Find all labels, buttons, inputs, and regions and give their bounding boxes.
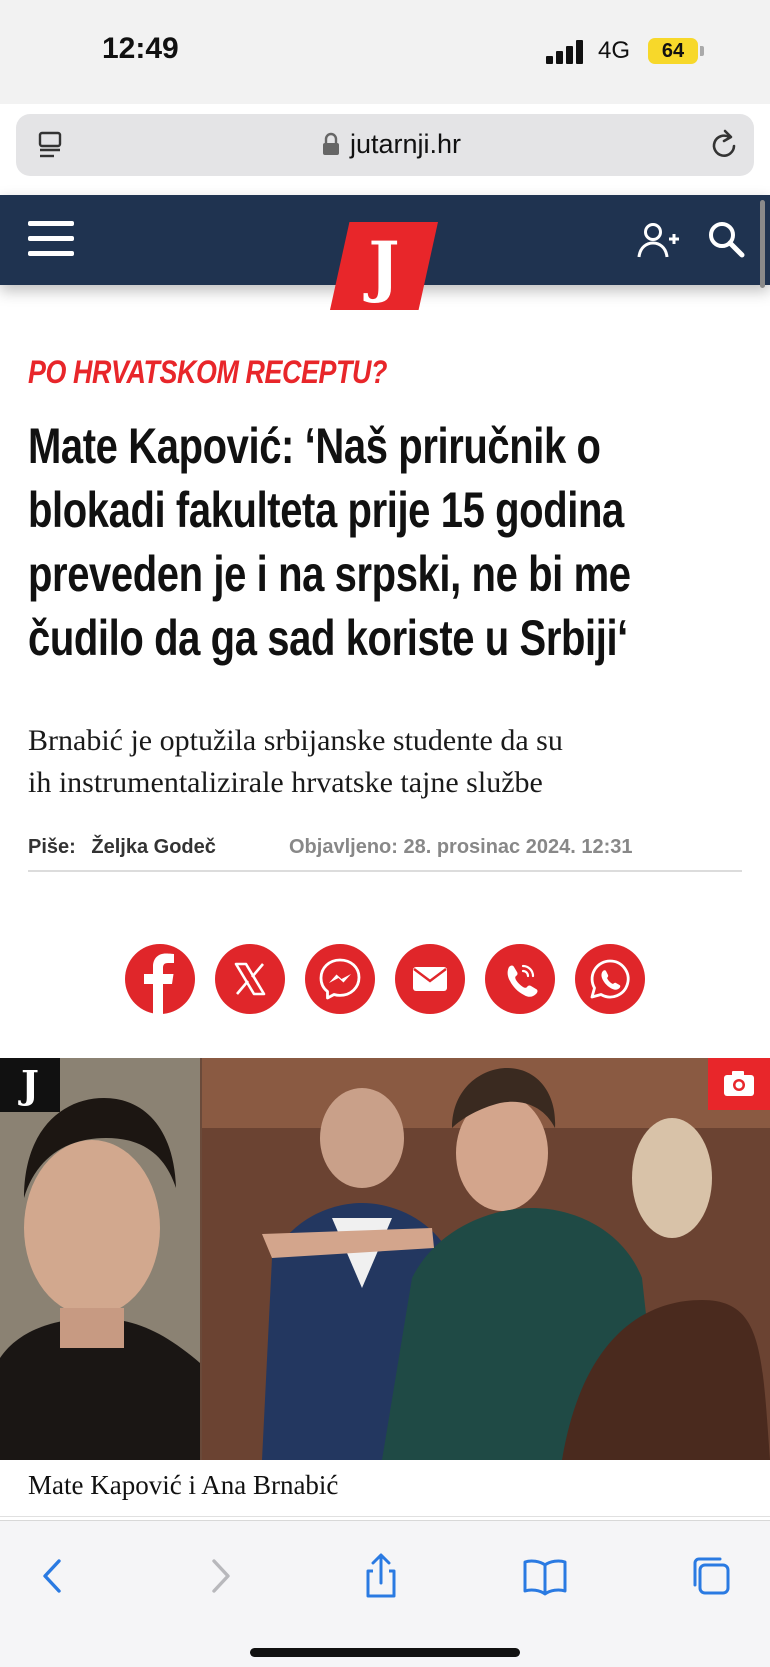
search-icon[interactable]	[706, 219, 746, 259]
email-icon	[395, 944, 465, 1014]
byline-label: Piše:	[28, 836, 76, 858]
url-text[interactable]: jutarnji.hr	[350, 129, 462, 159]
byline	[28, 836, 216, 859]
status-time: 12:49	[102, 32, 179, 65]
camera-icon	[708, 1058, 770, 1110]
share-messenger-button[interactable]	[305, 944, 375, 1014]
divider	[28, 870, 742, 872]
photo-left-portrait	[0, 1058, 200, 1460]
signal-icon	[546, 40, 586, 64]
battery-tip	[700, 46, 704, 56]
back-icon[interactable]	[28, 1551, 78, 1601]
bookmarks-icon[interactable]	[520, 1551, 570, 1601]
share-icon[interactable]	[356, 1551, 406, 1601]
hero-badge-letter: J	[21, 1062, 39, 1107]
headline-line: čudilo da ga sad koriste u Srbiji‘	[28, 610, 628, 666]
article-kicker: PO HRVATSKOM RECEPTU?	[28, 354, 388, 390]
lock-icon	[322, 132, 340, 156]
subtitle-line: Brnabić je optužila srbijanske studente da su	[28, 724, 563, 757]
share-facebook-button[interactable]	[125, 944, 195, 1014]
photo-right-scene	[202, 1058, 770, 1460]
logo-letter: J	[368, 227, 400, 305]
share-x-button[interactable]	[215, 944, 285, 1014]
reload-icon[interactable]	[708, 128, 740, 162]
subtitle-line: ih instrumentalizirale hrvatske tajne službe	[28, 766, 543, 799]
caption-divider	[0, 1516, 770, 1517]
home-indicator	[250, 1648, 520, 1657]
x-icon	[215, 944, 285, 1014]
browser-toolbar	[0, 1520, 770, 1667]
headline-line: blokadi fakulteta prije 15 godina	[28, 482, 624, 538]
scene-illustration	[202, 1058, 770, 1460]
network-label: 4G	[598, 37, 631, 64]
hero-image[interactable]	[0, 1058, 770, 1460]
share-email-button[interactable]	[395, 944, 465, 1014]
portrait-illustration	[0, 1058, 200, 1460]
forward-icon[interactable]	[195, 1551, 245, 1601]
address-bar[interactable]	[16, 114, 754, 176]
share-viber-button[interactable]	[485, 944, 555, 1014]
gallery-button[interactable]	[708, 1058, 770, 1110]
site-logo[interactable]	[330, 222, 438, 310]
share-whatsapp-button[interactable]	[575, 944, 645, 1014]
share-buttons	[125, 944, 645, 1014]
messenger-icon	[305, 944, 375, 1014]
battery-icon: 64	[648, 38, 698, 64]
headline-line: preveden je i na srpski, ne bi me	[28, 546, 631, 602]
author-link[interactable]: Željka Godeč	[91, 836, 216, 858]
status-bar	[0, 0, 770, 104]
published-date: Objavljeno: 28. prosinac 2024. 12:31	[289, 836, 633, 858]
tabs-icon[interactable]	[686, 1551, 736, 1601]
image-caption: Mate Kapović i Ana Brnabić	[28, 1470, 339, 1500]
article-headline	[28, 414, 732, 670]
hero-badge	[0, 1058, 60, 1112]
headline-line: Mate Kapović: ‘Naš priručnik o	[28, 418, 601, 474]
viber-icon	[485, 944, 555, 1014]
hamburger-menu-icon[interactable]	[28, 221, 74, 257]
whatsapp-icon	[575, 944, 645, 1014]
article-subtitle	[28, 720, 748, 804]
add-user-icon[interactable]	[636, 221, 680, 261]
reader-icon[interactable]	[36, 130, 66, 160]
facebook-icon	[125, 944, 195, 1014]
scroll-indicator	[760, 200, 765, 288]
